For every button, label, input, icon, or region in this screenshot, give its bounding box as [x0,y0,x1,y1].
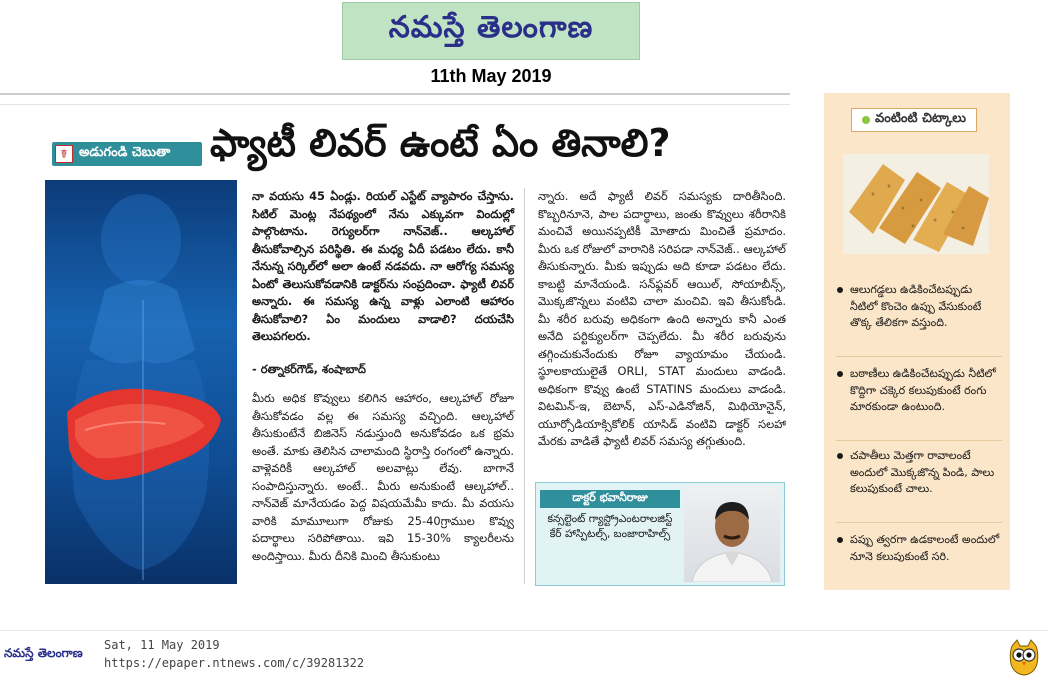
snack-photo-graphic [843,154,989,254]
tip-divider [836,440,1002,441]
tip-divider [836,522,1002,523]
kitchen-tip-text: బఠాణీలు ఉడికించేటప్పుడు నీటిలో కొద్దిగా చక్కెర కలుపుకుంటే రంగు మారకుండా ఉంటుంది. [850,367,996,413]
page-divider [0,93,790,95]
liver-illustration [45,180,237,584]
owl-icon[interactable] [1008,638,1040,676]
doctor-designation: కన్సల్టెంట్ గ్యాస్ట్రోఎంటరాలజిస్ట్ కేర్ హాస్పిటల్స్, బంజారాహిల్స్ [547,513,673,540]
article-headline: ఫ్యాటీ లివర్ ఉంటే ఏం తినాలి? [210,121,671,165]
kitchen-tip [850,366,1002,416]
masthead-logo [342,2,640,60]
doctor-answer-part-2: న్నారు. అదే ఫ్యాటీ లివర్ సమస్యకు దారితీసింది. కొబ్బరినూనె, పాల పదార్థాలు, జంతు కొవ్వులు శరీరానికి మంచివే అయినప్పటికీ మోతాదు మించితే ప్రమాదం. మీరు ఒక రోజులో వారానికి సరిపడా నాన్‌వెజ్.. ఆల్కహాల్ తీసుకున్నారు. మీకు ఇప్పుడు అది కూడా పడటం లేదు. కాబట్టి మానేయండి. సన్‌ఫ్లవర్ ఆయిల్, సోయాబీన్స్, మొక్కజొన్నలు వంటివి చాలా మంచివి. ఇవి తీసుకోండి. మీ శరీర బరువు అధికంగా ఉంది అన్నారు కానీ ఎంత అనేది పర్టిక్యులర్‌గా చెప్పలేదు. మీ శరీర బరువును తగ్గించుకునేందుకు రోజూ వ్యాయామం చేయండి. స్థూలకాయులైతే ORLI, STAT మందులు వాడండి. అధికంగా కొవ్వు ఉంటే STATINS మందులు వాడండి. విటమిన్-ఇ, బెటాన్, ఎస్-ఎడినోజిన్, మిథియోనైన్, యూర్సోడియాక్సికోలిక్ యాసిడ్ వంటివి డాక్టర్ సలహా మేరకు వాడితే ఫ్యాటీ లివర్ సమస్య తగ్గుతుంది. [538,189,786,448]
kitchen-tips-title-text: వంటింటి చిట్కాలు [875,111,966,126]
doctor-name: డాక్టర్ భవానీరాజు [540,490,680,508]
bullet-icon [837,453,843,459]
kitchen-tip-text: చపాతీలు మెత్తగా రావాలంటే అందులో మొక్కజొన్న పిండి, పాలు కలుపుకుంటే చాలు. [850,449,995,495]
column-divider [524,188,525,584]
footer-url[interactable]: https://epaper.ntnews.com/c/39281322 [104,656,365,670]
tip-divider [836,356,1002,357]
caduceus-icon: ☤ [55,145,73,163]
doctor-portrait-graphic [684,486,780,582]
reader-letter: నా వయసు 45 ఏండ్లు. రియల్ ఎస్టేట్ వ్యాపారం చేస్తాను. సిటిల్ మెంట్ల నేపథ్యంలో నేను ఎక్కువగా విందుల్లో పాల్గొంటాను. రెగ్యులర్‌గా నాన్‌వెజ్.. ఆల్కహాల్ తీసుకోవాల్సిన పరిస్థితి. ఈ మధ్య ఏదీ పడటం లేదు. కానీ నేనున్న సర్కిల్‌లో అలా ఉంటే నడవదు. నా ఆరోగ్య సమస్య ఏంటో తెలుసుకోవడానికి డాక్టర్‌ను సంప్రదించా. ఫ్యాటీ లివర్ అన్నారు. ఈ సమస్య ఉన్న వాళ్లు ఎలాంటి ఆహారం తీసుకోవాలి? ఏం మందులు వాడాలి? దయచేసి తెలుపగలరు. [252,189,514,343]
column-label: అడుగండి చెబుతా [79,145,171,160]
snack-photo [843,154,989,254]
footer-date: Sat, 11 May 2019 [104,638,220,652]
footer-divider [0,630,1048,631]
bullet-dot-icon [862,116,870,124]
column-badge [52,142,202,166]
bullet-icon [837,287,843,293]
kitchen-tips-title [851,108,977,132]
kitchen-tip-text: ఆలుగడ్డలు ఉడికించేటప్పుడు నీటిలో కొంచెం ఉప్పు వేసుకుంటే తొక్క తేలికగా వస్తుంది. [850,283,982,329]
bullet-icon [837,371,843,377]
kitchen-tip [850,448,1002,498]
kitchen-tip-text: పప్పు త్వరగా ఉడకాలంటే అందులో నూనె కలుపుకుంటే సరి. [850,533,1000,563]
doctor-answer-part-1: మీరు అధిక కొవ్వులు కలిగిన ఆహారం, ఆల్కహాల్ రోజూ తీసుకోవడం వల్ల ఈ సమస్య వచ్చింది. ఆల్కహాల్ తీసుకుంటేనే బిజినెస్ నడుస్తుంది అనుకోవడం ఒక భ్రమ అంతే. మాకు తెలిసిన చాలామంది స్థిరాస్తి రంగంలో ఉన్నారు. వాళ్లెవరికీ ఆల్కహాల్ అలవాట్లు లేవు. బాగానే సంపాదిస్తున్నారు. అంటే.. మీరు అనుకుంటే ఆల్కహాల్.. నాన్‌వెజ్ మానేయడం పెద్ద విషయమేమీ కాదు. మీ వయసు వారికి మామూలుగా రోజుకు 25-40గ్రాముల కొవ్వు పదార్థాలు సరిపోతాయి. ఇవి 15-30% క్యాలరీలను అందిస్తాయి. మీరు దీనికి మించి తీసుకుంటు [252,391,514,563]
liver-illustration-graphic [45,180,237,584]
edition-date: 11th May 2019 [430,66,552,86]
bullet-icon [837,537,843,543]
masthead-name: నమస్తే తెలంగాణ [388,10,594,45]
kitchen-tip [850,282,1002,332]
page-divider-thin [0,104,790,105]
kitchen-tip [850,532,1002,565]
letter-signature: - రత్నాకర్‌గౌడ్, శంషాబాద్ [252,362,366,376]
footer-logo: నమస్తే తెలంగాణ [4,646,83,660]
doctor-photo [684,486,780,582]
